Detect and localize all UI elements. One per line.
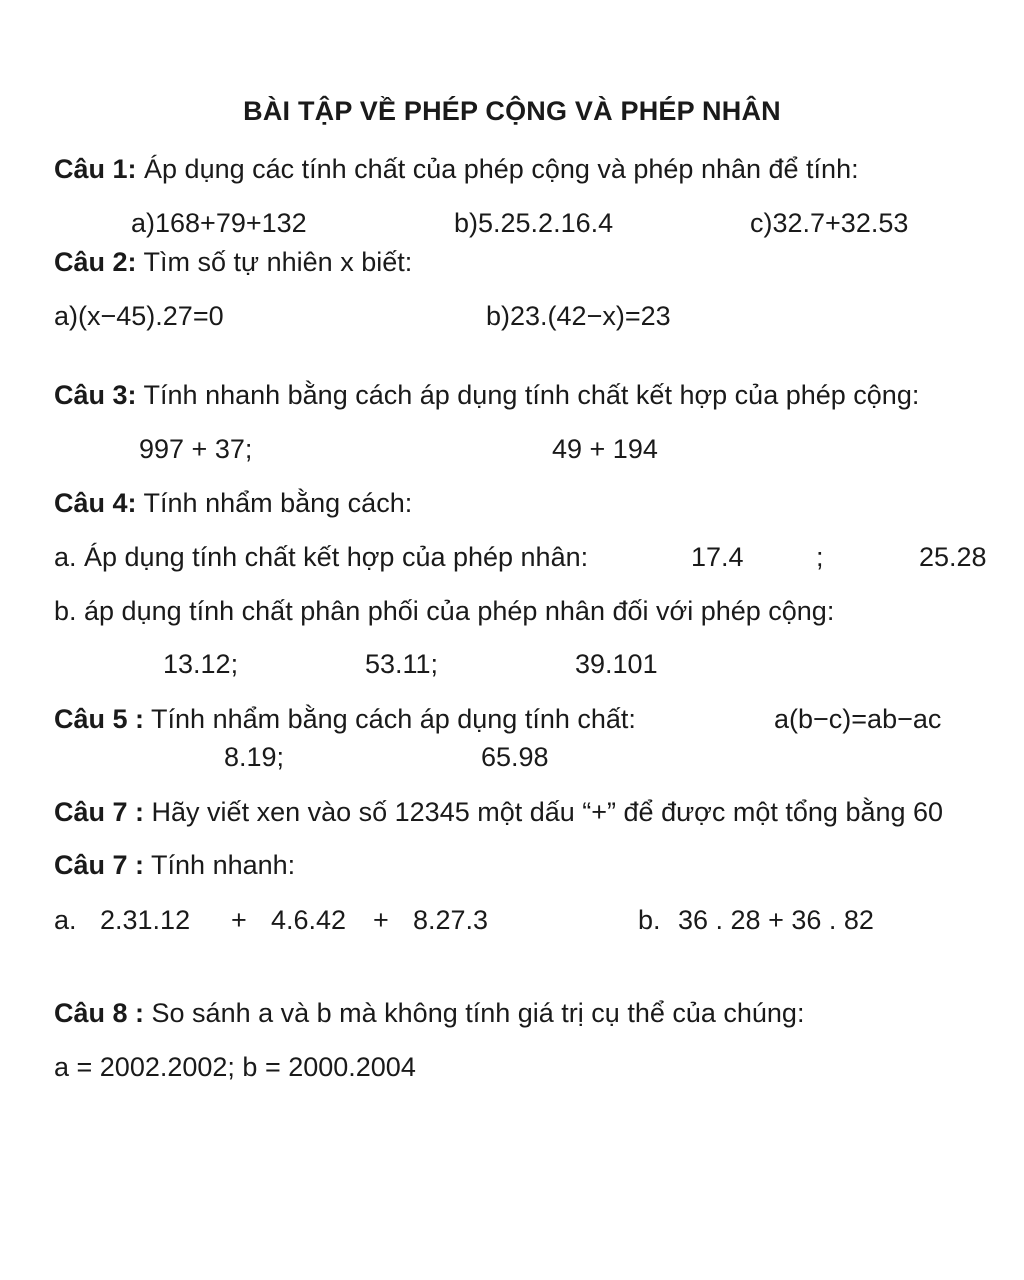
question-4-part-a: a. Áp dụng tính chất kết hợp của phép nhân: — [54, 542, 589, 572]
question-7-insert-plus-label: Câu 7 : — [54, 797, 145, 827]
question-7-compute — [54, 848, 295, 882]
question-4-part-a-item-1: 17.4 — [691, 542, 744, 572]
question-1-item-a: a)168+79+132 — [131, 208, 307, 238]
question-7-compute-label: Câu 7 : — [54, 850, 145, 880]
question-4-part-b-item-3: 39.101 — [575, 649, 658, 679]
question-7-part-b-expr: 36 . 28 + 36 . 82 — [678, 905, 874, 935]
question-3-label: Câu 3: — [54, 380, 137, 410]
question-1-item-b: b)5.25.2.16.4 — [454, 208, 614, 238]
question-7-part-a-term-2: 4.6.42 — [271, 905, 347, 935]
question-5 — [54, 702, 636, 736]
question-5-formula: a(b−c)=ab−ac — [774, 704, 942, 734]
question-5-text: Tính nhẩm bằng cách áp dụng tính chất: — [144, 704, 636, 734]
question-8-text: So sánh a và b mà không tính giá trị cụ thể của chúng: — [144, 998, 805, 1028]
question-2-item-b: b)23.(42−x)=23 — [486, 301, 671, 331]
question-5-label: Câu 5 : — [54, 704, 145, 734]
question-7-insert-plus-text: Hãy viết xen vào số 12345 một dấu “+” để được một tổng bằng 60 — [144, 797, 944, 827]
question-7-part-a-plus-2: + — [373, 905, 389, 935]
question-8 — [54, 996, 804, 1030]
question-7-part-a-prefix: a. — [54, 905, 77, 935]
question-4 — [54, 486, 412, 520]
question-7-part-b-prefix: b. — [638, 905, 661, 935]
question-4-part-b-item-2: 53.11; — [365, 649, 439, 679]
question-7-part-a-plus-1: + — [231, 905, 247, 935]
question-3-item-2: 49 + 194 — [552, 434, 658, 464]
question-7-part-a-term-1: 2.31.12 — [100, 905, 191, 935]
question-2-item-a: a)(x−45).27=0 — [54, 301, 224, 331]
question-5-item-1: 8.19; — [224, 742, 285, 772]
question-4-part-b-item-1: 13.12; — [163, 649, 239, 679]
question-2-text: Tìm số tự nhiên x biết: — [136, 247, 413, 277]
question-5-item-2: 65.98 — [481, 742, 549, 772]
question-4-part-a-separator: ; — [816, 542, 824, 572]
page-title: BÀI TẬP VỀ PHÉP CỘNG VÀ PHÉP NHÂN — [243, 96, 781, 126]
question-1-text: Áp dụng các tính chất của phép cộng và phép nhân để tính: — [136, 154, 859, 184]
question-8-label: Câu 8 : — [54, 998, 145, 1028]
question-1 — [54, 152, 859, 186]
question-3 — [54, 378, 919, 412]
question-4-label: Câu 4: — [54, 488, 137, 518]
question-8-values: a = 2002.2002; b = 2000.2004 — [54, 1052, 416, 1082]
question-2 — [54, 245, 412, 279]
question-2-label: Câu 2: — [54, 247, 137, 277]
question-3-item-1: 997 + 37; — [139, 434, 253, 464]
question-4-part-a-item-2: 25.28 — [919, 542, 987, 572]
question-1-item-c: c)32.7+32.53 — [750, 208, 909, 238]
question-4-part-b: b. áp dụng tính chất phân phối của phép nhân đối với phép cộng: — [54, 596, 835, 626]
question-4-text: Tính nhẩm bằng cách: — [136, 488, 413, 518]
question-7-part-a-term-3: 8.27.3 — [413, 905, 489, 935]
question-7-insert-plus — [54, 795, 943, 829]
question-1-label: Câu 1: — [54, 154, 137, 184]
question-3-text: Tính nhanh bằng cách áp dụng tính chất kết hợp của phép cộng: — [136, 380, 920, 410]
question-7-compute-text: Tính nhanh: — [144, 850, 296, 880]
